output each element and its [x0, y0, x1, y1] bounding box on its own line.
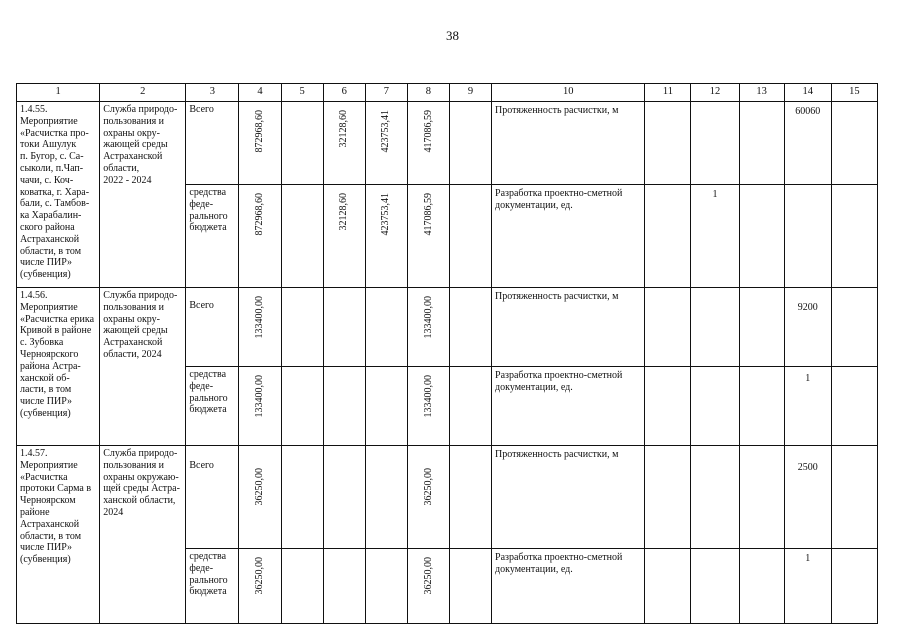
- col-header: 1: [17, 84, 100, 102]
- funding-source-cell: Всего: [186, 288, 239, 367]
- value-cell: [645, 102, 691, 185]
- amount-cell: [323, 367, 365, 446]
- value-cell: [739, 102, 784, 185]
- value-cell: [645, 185, 691, 288]
- amount-cell: 36250,00: [239, 549, 281, 624]
- executor-cell: Служба природо- пользования и охраны окружаю- щей среды Астра- ханской области, 2024: [100, 446, 186, 624]
- col-header: 4: [239, 84, 281, 102]
- amount-cell: [365, 446, 407, 549]
- amount-cell: [281, 185, 323, 288]
- value-cell: [784, 185, 831, 288]
- funding-source-cell: средства феде- рального бюджета: [186, 185, 239, 288]
- value-cell: [739, 549, 784, 624]
- amount-cell: 872968,60: [239, 185, 281, 288]
- value-cell: [691, 102, 739, 185]
- col-header: 6: [323, 84, 365, 102]
- funding-source-cell: Всего: [186, 446, 239, 549]
- value-cell: [645, 549, 691, 624]
- value-cell: [739, 367, 784, 446]
- amount-cell: [323, 549, 365, 624]
- value-cell: [645, 288, 691, 367]
- value-cell: [831, 102, 877, 185]
- funding-source-cell: средства феде- рального бюджета: [186, 549, 239, 624]
- col-header: 12: [691, 84, 739, 102]
- value-cell: [831, 288, 877, 367]
- amount-cell: [365, 288, 407, 367]
- amount-cell: 423753,41: [365, 102, 407, 185]
- value-cell: [691, 549, 739, 624]
- amount-cell: [449, 288, 491, 367]
- amount-cell: [449, 549, 491, 624]
- value-cell: [645, 367, 691, 446]
- col-header: 5: [281, 84, 323, 102]
- value-cell: [691, 446, 739, 549]
- value-cell: [691, 288, 739, 367]
- value-cell: 60060: [784, 102, 831, 185]
- program-table: [16, 83, 878, 624]
- value-cell: [831, 549, 877, 624]
- event-name-cell: 1.4.57. Мероприятие «Расчистка протоки Сарма в Черноярском районе Астраханской области, в том числе ПИР» (субвенция): [17, 446, 100, 624]
- indicator-cell: Разработка проектно-сметной документации, ед.: [492, 367, 645, 446]
- amount-cell: 36250,00: [407, 549, 449, 624]
- value-cell: 1: [784, 549, 831, 624]
- amount-cell: 133400,00: [239, 288, 281, 367]
- amount-cell: 133400,00: [407, 367, 449, 446]
- amount-cell: 36250,00: [407, 446, 449, 549]
- funding-source-cell: средства феде- рального бюджета: [186, 367, 239, 446]
- page-number: 38: [446, 28, 459, 43]
- value-cell: [645, 446, 691, 549]
- value-cell: [831, 367, 877, 446]
- amount-cell: 133400,00: [239, 367, 281, 446]
- amount-cell: [323, 446, 365, 549]
- value-cell: 2500: [784, 446, 831, 549]
- value-cell: [691, 367, 739, 446]
- amount-cell: 32128,60: [323, 102, 365, 185]
- amount-cell: [449, 185, 491, 288]
- indicator-cell: Разработка проектно-сметной документации, ед.: [492, 185, 645, 288]
- funding-source-cell: Всего: [186, 102, 239, 185]
- col-header: 13: [739, 84, 784, 102]
- col-header: 10: [492, 84, 645, 102]
- event-name-cell: 1.4.55. Мероприятие «Расчистка про- токи Ашулук п. Бугор, с. Са- сыколи, п.Чап- чачи, с. Коч- коватка, г. Хара- бали, с. Тамбов- ка Харабалин- ского района Астраханской области, в том числе ПИР» (субвенция): [17, 102, 100, 288]
- amount-cell: [281, 367, 323, 446]
- col-header: 8: [407, 84, 449, 102]
- table-row: [17, 102, 878, 185]
- column-number-row: [17, 84, 878, 102]
- amount-cell: [281, 446, 323, 549]
- indicator-cell: Протяженность расчистки, м: [492, 102, 645, 185]
- indicator-cell: Протяженность расчистки, м: [492, 446, 645, 549]
- amount-cell: [365, 367, 407, 446]
- amount-cell: [281, 102, 323, 185]
- table-row: [17, 446, 878, 549]
- amount-cell: [449, 446, 491, 549]
- amount-cell: [449, 102, 491, 185]
- value-cell: 1: [691, 185, 739, 288]
- amount-cell: [323, 288, 365, 367]
- amount-cell: 133400,00: [407, 288, 449, 367]
- amount-cell: 417086,59: [407, 185, 449, 288]
- value-cell: 9200: [784, 288, 831, 367]
- value-cell: [831, 446, 877, 549]
- col-header: 2: [100, 84, 186, 102]
- col-header: 14: [784, 84, 831, 102]
- value-cell: [739, 185, 784, 288]
- table-row: [17, 288, 878, 367]
- amount-cell: [281, 549, 323, 624]
- amount-cell: [365, 549, 407, 624]
- value-cell: 1: [784, 367, 831, 446]
- col-header: 15: [831, 84, 877, 102]
- event-name-cell: 1.4.56. Мероприятие «Расчистка ерика Кривой в районе с. Зубовка Черноярского района Астра- ханской об- ласти, в том числе ПИР» (субвенция): [17, 288, 100, 446]
- col-header: 9: [449, 84, 491, 102]
- value-cell: [831, 185, 877, 288]
- amount-cell: 423753,41: [365, 185, 407, 288]
- amount-cell: [281, 288, 323, 367]
- executor-cell: Служба природо- пользования и охраны окру- жающей среды Астраханской области, 2024: [100, 288, 186, 446]
- indicator-cell: Протяженность расчистки, м: [492, 288, 645, 367]
- amount-cell: 32128,60: [323, 185, 365, 288]
- col-header: 11: [645, 84, 691, 102]
- amount-cell: 417086,59: [407, 102, 449, 185]
- amount-cell: [449, 367, 491, 446]
- col-header: 3: [186, 84, 239, 102]
- indicator-cell: Разработка проектно-сметной документации, ед.: [492, 549, 645, 624]
- value-cell: [739, 446, 784, 549]
- value-cell: [739, 288, 784, 367]
- amount-cell: 36250,00: [239, 446, 281, 549]
- col-header: 7: [365, 84, 407, 102]
- amount-cell: 872968,60: [239, 102, 281, 185]
- executor-cell: Служба природо- пользования и охраны окру- жающей среды Астраханской области, 2022 - 2024: [100, 102, 186, 288]
